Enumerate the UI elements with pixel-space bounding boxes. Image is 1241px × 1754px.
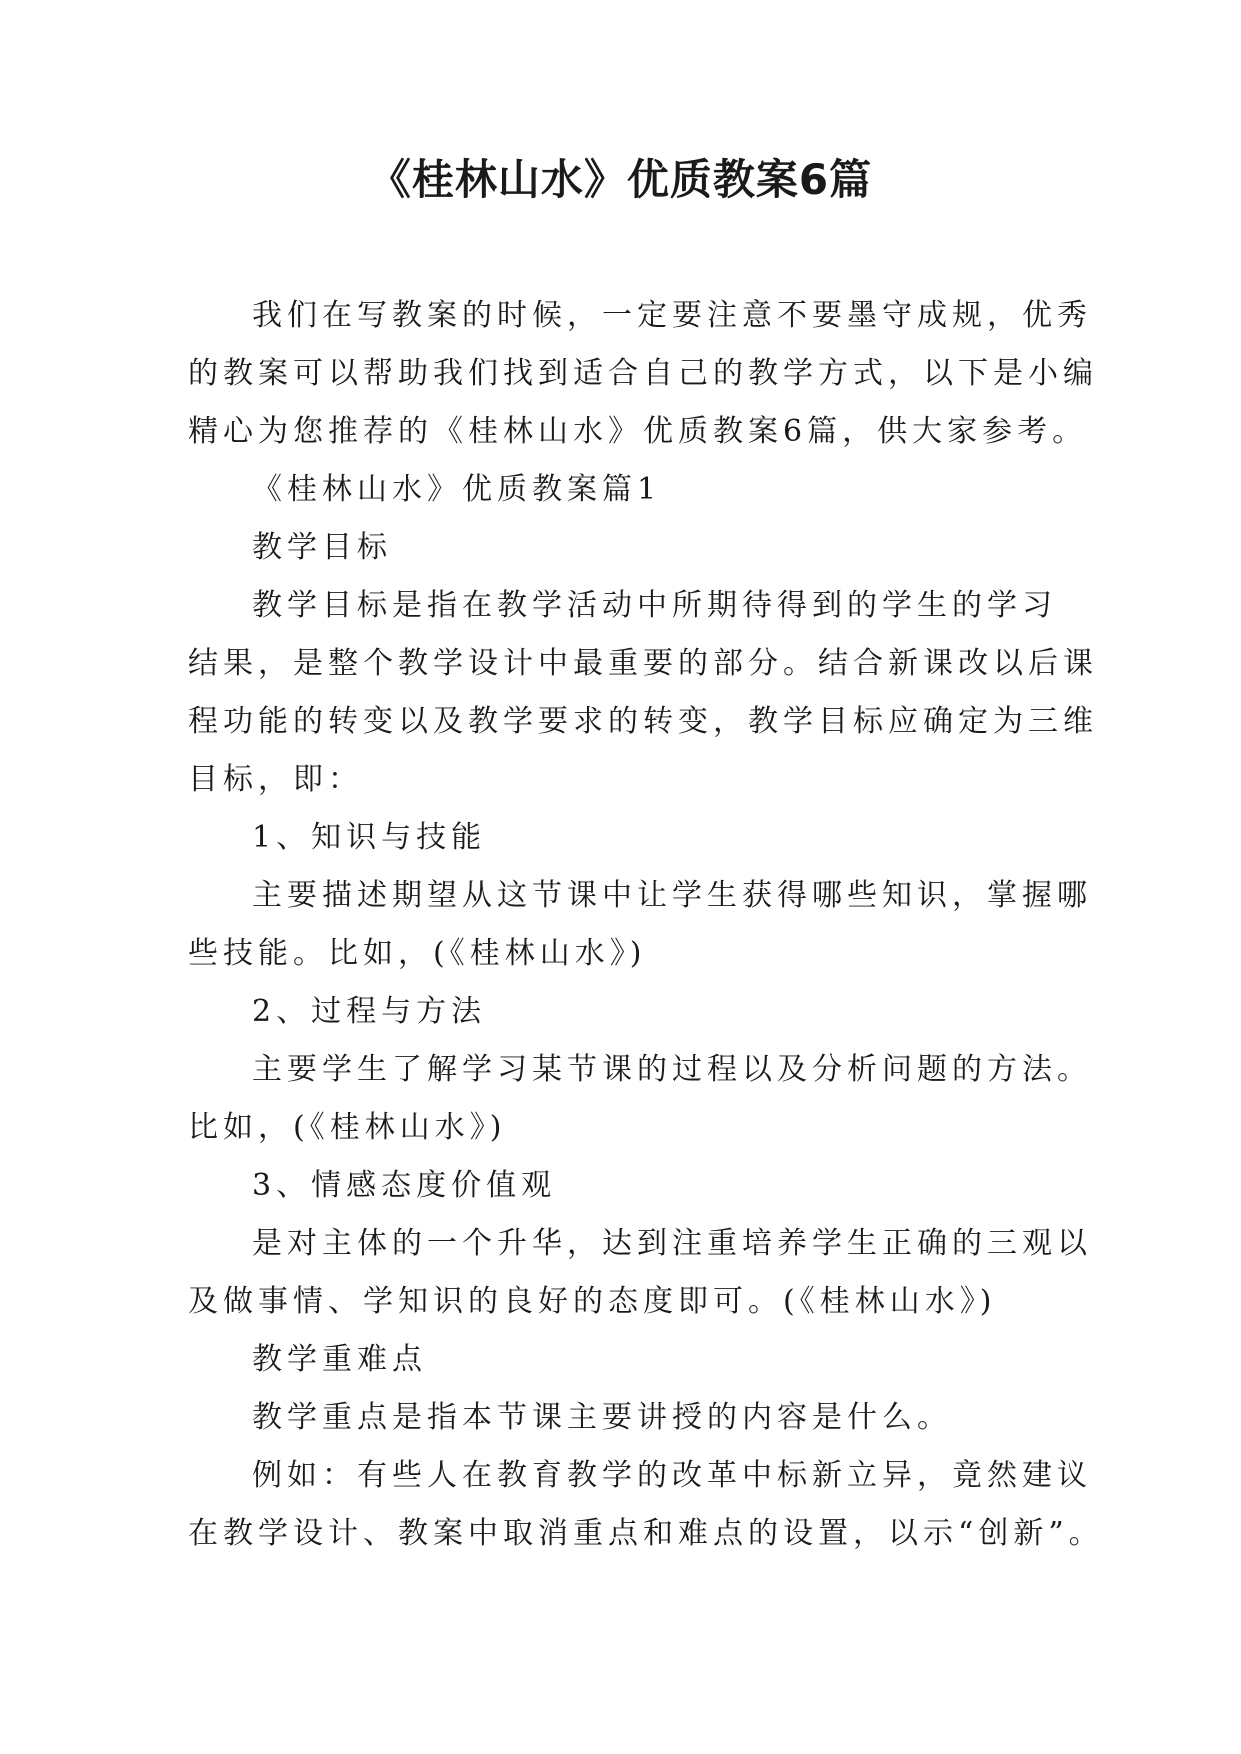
text-line: 教学重点是指本节课主要讲授的内容是什么。 (252, 1400, 952, 1435)
list-item-heading: 2、过程与方法 (252, 994, 487, 1029)
text-line: 的教案可以帮助我们找到适合自己的教学方式，以下是小编 (188, 356, 1098, 391)
section-heading: 《桂林山水》优质教案篇1 (252, 472, 662, 507)
text-line: 结果，是整个教学设计中最重要的部分。结合新课改以后课 (188, 646, 1098, 681)
text-line: 及做事情、学知识的良好的态度即可。(《桂林山水》) (188, 1284, 997, 1319)
text-line: 精心为您推荐的《桂林山水》优质教案6篇，供大家参考。 (188, 414, 1088, 449)
subsection-heading: 教学重难点 (252, 1342, 427, 1377)
text-line: 在教学设计、教案中取消重点和难点的设置，以示“创新”。 (188, 1516, 1104, 1551)
text-line: 些技能。比如，(《桂林山水》) (188, 936, 647, 971)
document-body (188, 287, 1104, 1563)
text-line: 主要描述期望从这节课中让学生获得哪些知识，掌握哪 (252, 878, 1092, 913)
text-line: 主要学生了解学习某节课的过程以及分析问题的方法。 (252, 1052, 1092, 1087)
text-line: 我们在写教案的时候，一定要注意不要墨守成规，优秀 (252, 298, 1092, 333)
page-title: 《桂林山水》优质教案6篇 (368, 155, 873, 204)
text-line: 例如：有些人在教育教学的改革中标新立异，竟然建议 (252, 1458, 1092, 1493)
text-line: 目标，即： (188, 762, 363, 797)
list-item-heading: 3、情感态度价值观 (252, 1168, 557, 1203)
text-line: 比如，(《桂林山水》) (188, 1110, 507, 1145)
text-line: 程功能的转变以及教学要求的转变，教学目标应确定为三维 (188, 704, 1098, 739)
list-item-heading: 1、知识与技能 (252, 820, 487, 855)
text-line: 是对主体的一个升华，达到注重培养学生正确的三观以 (252, 1226, 1092, 1261)
text-line: 教学目标是指在教学活动中所期待得到的学生的学习 (252, 588, 1057, 623)
subsection-heading: 教学目标 (252, 530, 392, 565)
